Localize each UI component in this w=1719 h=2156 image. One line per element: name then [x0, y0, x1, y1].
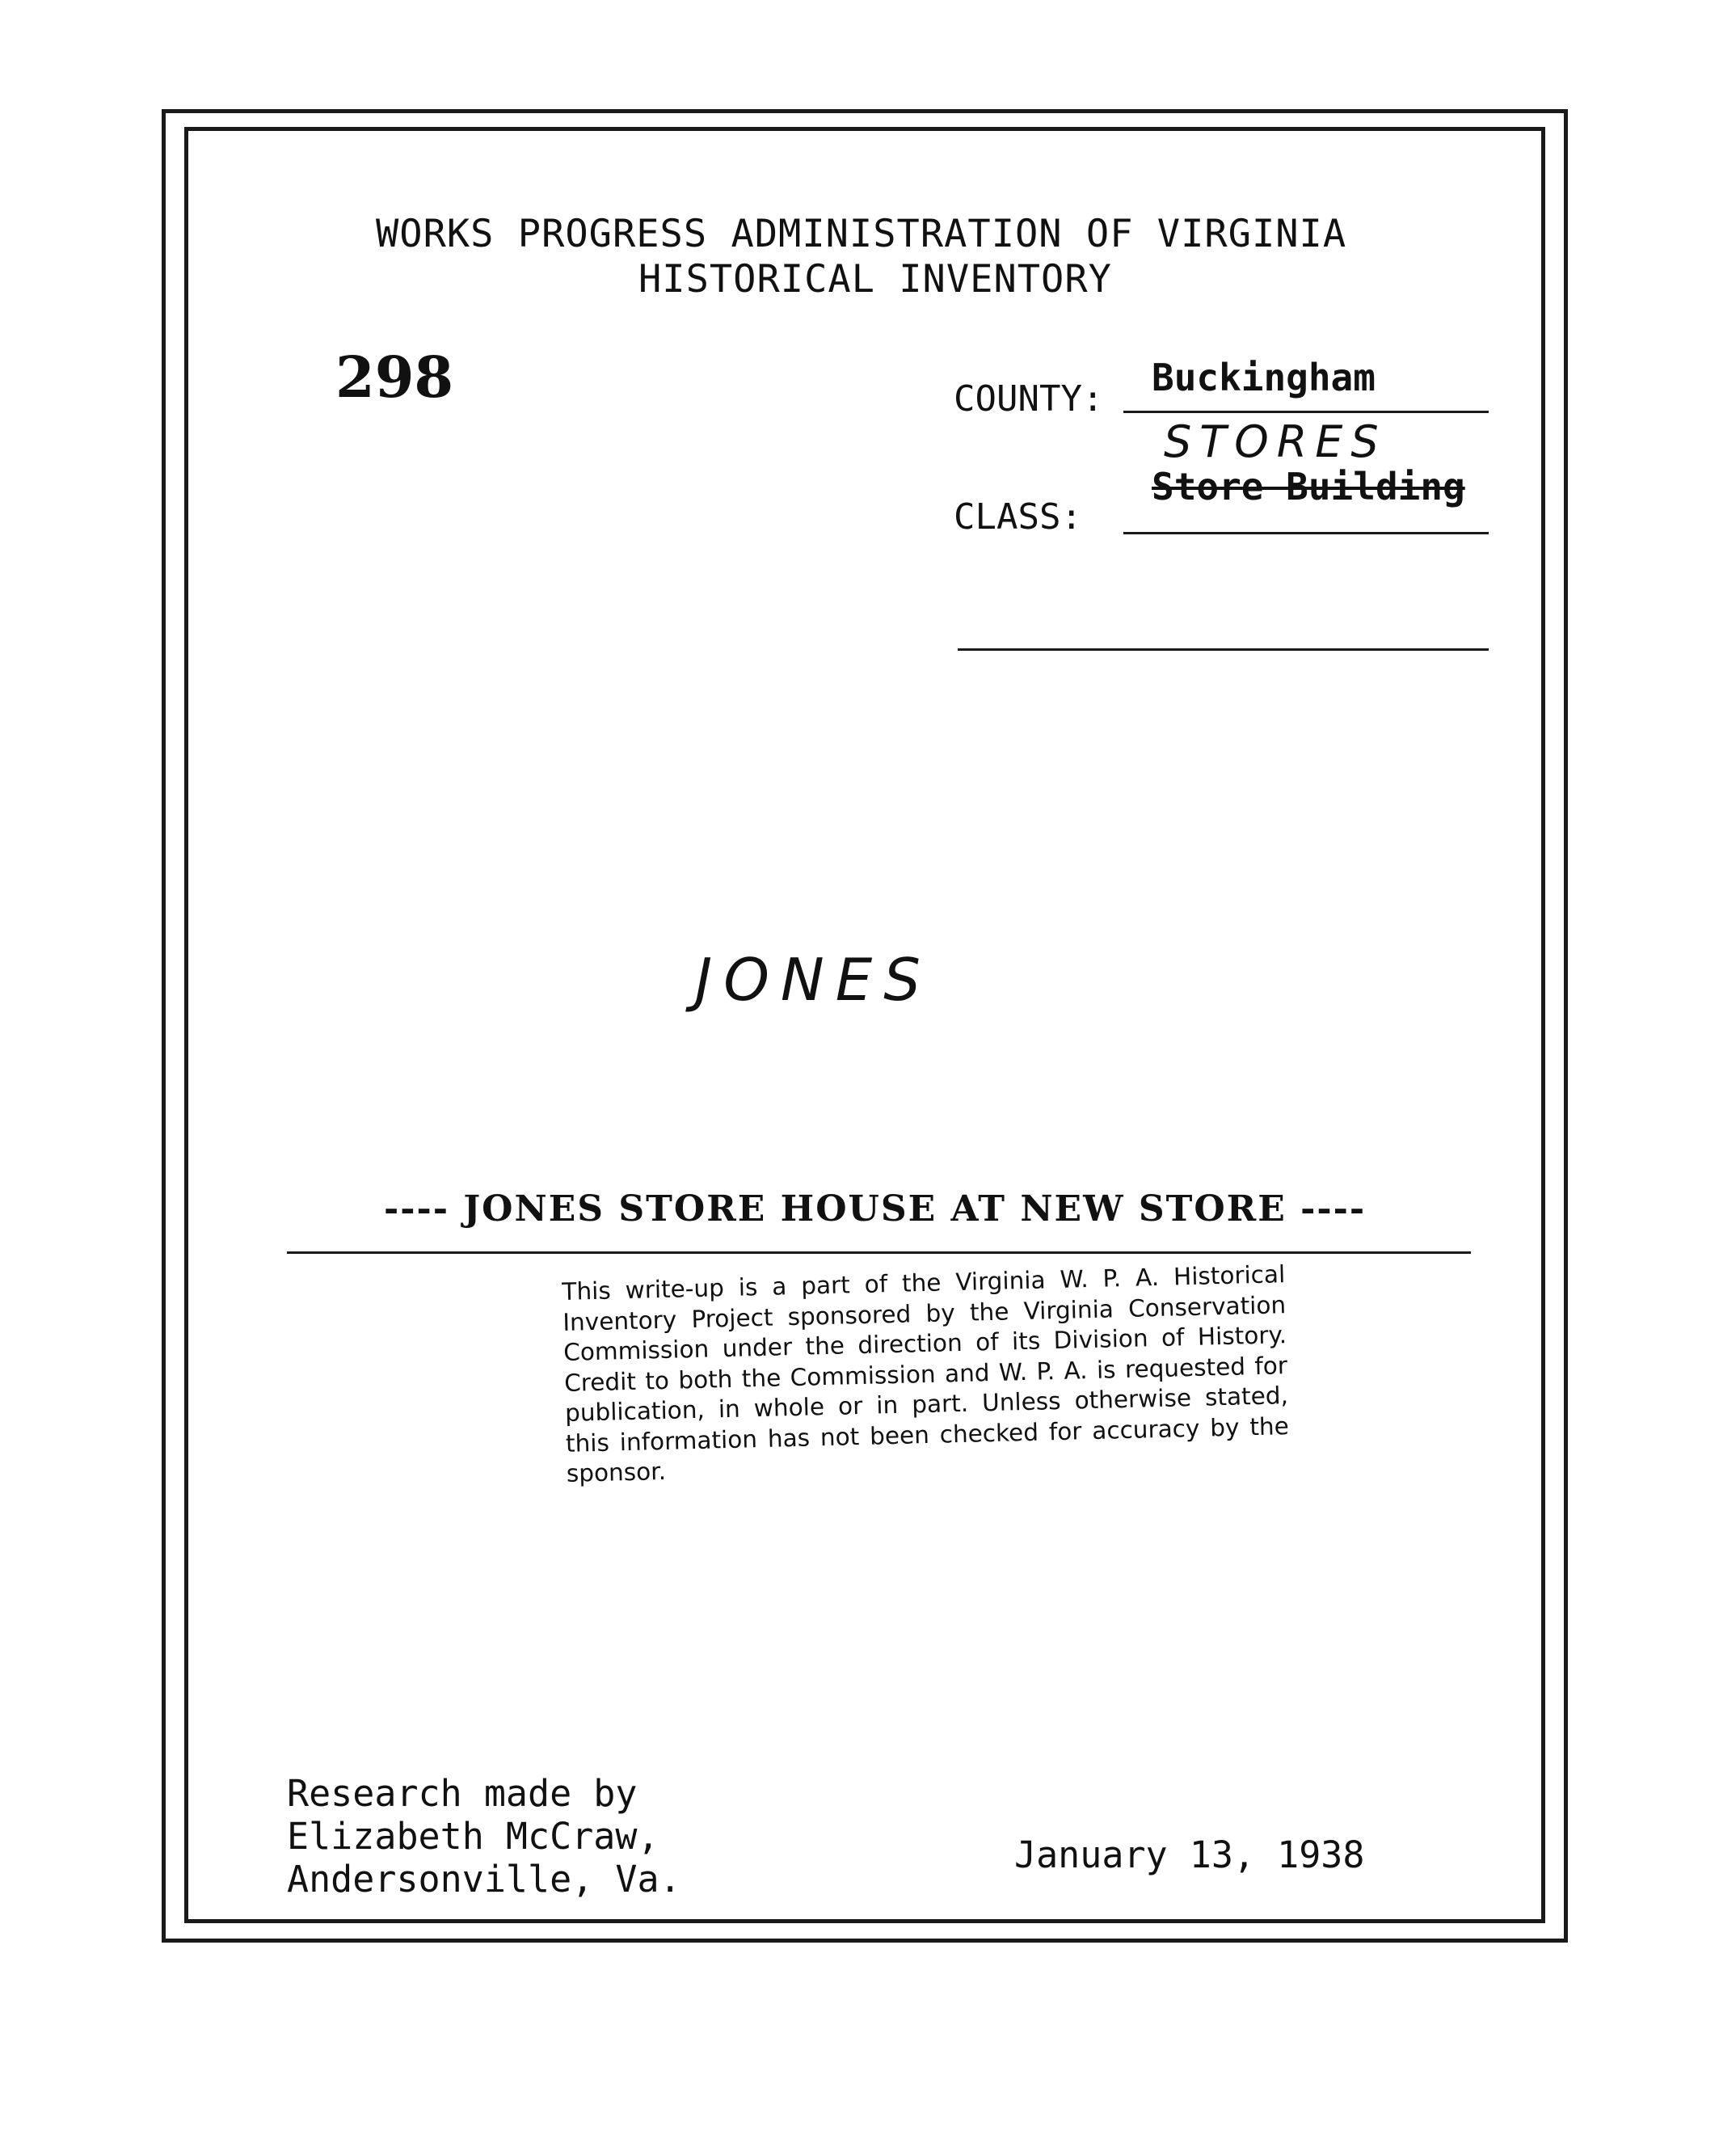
class-struck-value: Store Building [1152, 465, 1465, 508]
header-line-2: HISTORICAL INVENTORY [638, 257, 1112, 302]
sponsor-notice: This write-up is a part of the Virginia W. P. A. Historical Inventory Project sponsored by the Virginia Conservation Commission under the direction of its Division of History. Credit to both the Commission and W. P. A. is requested for publication, in whole or in part. Unless otherwise stated, this information has not been checked for accuracy by the sponsor. [562, 1260, 1290, 1487]
researcher-name: Elizabeth McCraw, [287, 1815, 659, 1858]
handwritten-name: JONES [695, 946, 932, 1014]
document-title: ---- JONES STORE HOUSE AT NEW STORE ---- [384, 1188, 1367, 1230]
title-underline [287, 1251, 1471, 1254]
researcher-location: Andersonville, Va. [287, 1858, 681, 1901]
research-line-1: Research made by [287, 1772, 638, 1815]
class-underline [1123, 532, 1489, 534]
record-number: 298 [335, 344, 454, 411]
class-label: CLASS: [954, 496, 1082, 538]
blank-underline [958, 648, 1489, 651]
document-date: January 13, 1938 [1014, 1833, 1365, 1876]
header-line-1: WORKS PROGRESS ADMINISTRATION OF VIRGINIA [376, 212, 1347, 256]
county-underline [1123, 411, 1489, 413]
county-value: Buckingham [1152, 356, 1376, 399]
county-label: COUNTY: [954, 378, 1104, 420]
class-handwritten-value: STORES [1164, 416, 1387, 467]
